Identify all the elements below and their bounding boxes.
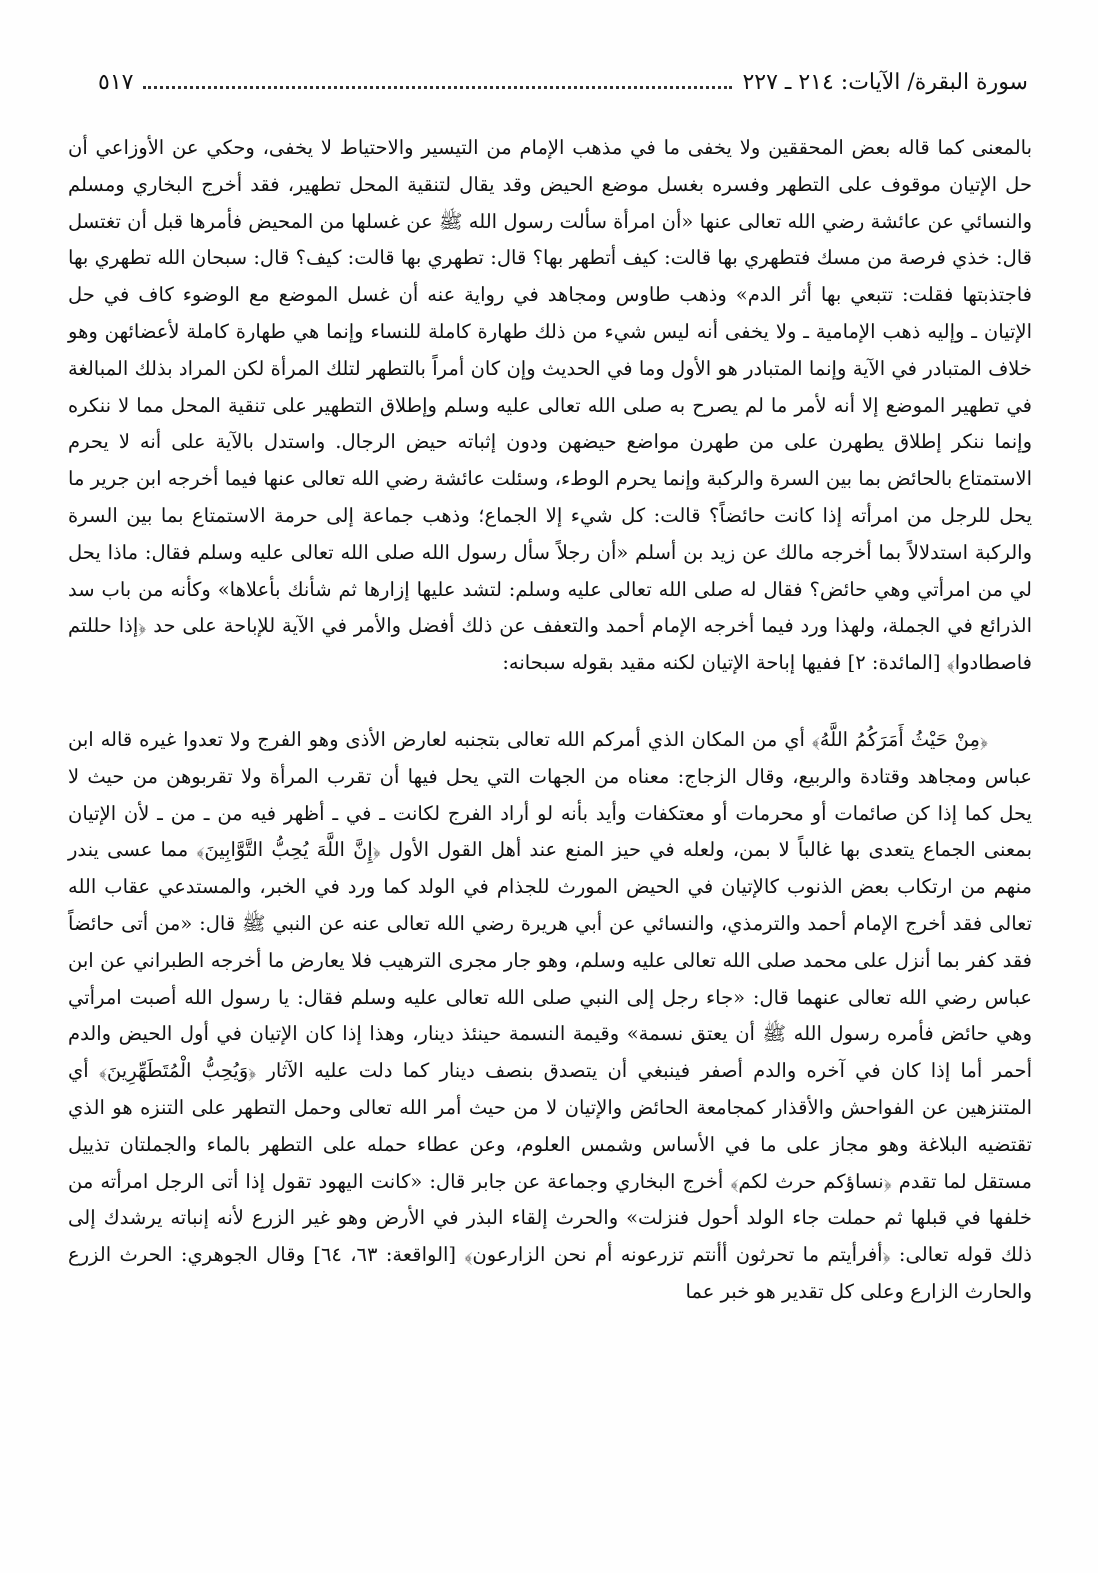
paragraph-1: بالمعنى كما قاله بعض المحققين ولا يخفى ما في مذهب الإمام من التيسير والاحتياط لا يخفى، وحكي عن الأوزاعي أن حل الإتيان موقوف على التطهر وفسره بغسل موضع الحيض وقد يقال لتنقية المحل تطهير، فقد أخرج البخاري ومسلم والنسائي عن عائشة رضي الله تعالى عنها «أن امرأة سألت رسول الله ﷺ عن غسلها من المحيض فأمرها قبل أن تغتسل قال: خذي فرصة من مسك فتطهري بها قالت: كيف أتطهر بها؟ قال: تطهري بها قالت: كيف؟ قال: سبحان الله تطهري بها فاجتذبتها فقلت: تتبعي بها أثر الدم» وذهب طاوس ومجاهد في رواية عنه أن غسل الموضع مع الوضوء كاف في حل الإتيان ـ وإليه ذهب الإمامية ـ ولا يخفى أنه ليس شيء من ذلك طهارة كاملة للنساء وإنما هي طهارة كاملة لأعضائهن وهو خلاف المتبادر في الآية وإنما المتبادر هو الأول وما في الحديث وإن كان أمراً بالتطهر لتلك المرأة لكن المراد بذلك المبالغة في تطهير الموضع إلا أنه لأمر ما لم يصرح به صلى الله تعالى عليه وسلم وإطلاق التطهير على تنقية المحل مما لا ننكره وإنما ننكر إطلاق يطهرن على من طهرن مواضع حيضهن ودون إثباته حيض الرجال. واستدل بالآية على أنه لا يحرم الاستمتاع بالحائض بما بين السرة والركبة وإنما يحرم الوطء، وسئلت عائشة رضي الله تعالى عنها فيما أخرجه ابن جرير ما يحل للرجل من امرأته إذا كانت حائضاً؟ قالت: كل شيء إلا الجماع؛ وذهب جماعة إلى حرمة الاستمتاع بما بين السرة والركبة استدلالاً بما أخرجه مالك عن زيد بن أسلم «أن رجلاً سأل رسول الله صلى الله تعالى عليه وسلم فقال: ماذا يحل لي من امرأتي وهي حائض؟ فقال له صلى الله تعالى عليه وسلم: لتشد عليها إزارها ثم شأنك بأعلاها» وكأنه من باب سد الذرائع في الجملة، ولهذا ورد فيما أخرجه الإمام أحمد والتعفف عن ذلك أفضل والأمر في الآية للإباحة على حد ﴿إذا حللتم فاصطادوا﴾ [المائدة: ٢] ففيها إباحة الإتيان لكنه مقيد بقوله سبحانه: (68, 136, 1032, 675)
leader-dots (143, 85, 732, 89)
running-header (68, 70, 1032, 96)
surah-verses-title: سورة البقرة/ الآيات: ٢١٤ ـ ٢٢٧ (742, 70, 1028, 95)
page-number: ٥١٧ (98, 70, 134, 95)
paragraph-2: ﴿مِنْ حَيْثُ أَمَرَكُمُ اللَّهُ﴾ أي من المكان الذي أمركم الله تعالى بتجنبه لعارض الأذى وهو الفرج ولا تعدوا غيره قاله ابن عباس ومجاهد وقتادة والربيع، وقال الزجاج: معناه من الجهات التي يحل فيها أن تقرب المرأة ولا تقربوهن من حيث لا يحل كما إذا كن صائمات أو محرمات أو معتكفات وأيد بأنه لو أراد الفرج لكانت ـ في ـ أظهر فيه من ـ من ـ لأن الإتيان بمعنى الجماع يتعدى بها غالباً لا بمن، ولعله في حيز المنع عند أهل القول الأول ﴿إِنَّ اللَّهَ يُحِبُّ التَّوَّابِينَ﴾ مما عسى يندر منهم من ارتكاب بعض الذنوب كالإتيان في الحيض المورث للجذام في الولد كما ورد في الخبر، والمستدعي عقاب الله تعالى فقد أخرج الإمام أحمد والترمذي، والنسائي عن أبي هريرة رضي الله تعالى عنه عن النبي ﷺ قال: «من أتى حائضاً فقد كفر بما أنزل على محمد صلى الله تعالى عليه وسلم، وهو جار مجرى الترهيب فلا يعارض ما أخرجه الطبراني عن ابن عباس رضي الله تعالى عنهما قال: «جاء رجل إلى النبي صلى الله تعالى عليه وسلم فقال: يا رسول الله أصبت امرأتي وهي حائض فأمره رسول الله ﷺ أن يعتق نسمة» وقيمة النسمة حينئذ دينار، وهذا إذا كان الإتيان في أول الحيض والدم أحمر أما إذا كان في آخره والدم أصفر فينبغي أن يتصدق بنصف دينار كما دلت عليه الآثار ﴿وَيُحِبُّ الْمُتَطَهِّرِينَ﴾ أي المتنزهين عن الفواحش والأقذار كمجامعة الحائض والإتيان لا من حيث أمر الله تعالى وحمل التطهر على التنزه هو الذي تقتضيه البلاغة وهو مجاز على ما في الأساس وشمس العلوم، وعن عطاء حمله على التطهر بالماء والجملتان تذييل مستقل لما تقدم ﴿نساؤكم حرث لكم﴾ أخرج البخاري وجماعة عن جابر قال: «كانت اليهود تقول إذا أتى الرجل امرأته من خلفها في قبلها ثم حملت جاء الولد أحول فنزلت» والحرث إلقاء البذر في الأرض وهو غير الزرع لأنه إنباته يرشدك إلى ذلك قوله تعالى: ﴿أفرأيتم ما تحرثون أأنتم تزرعونه أم نحن الزارعون﴾ [الواقعة: ٦٣، ٦٤] وقال الجوهري: الحرث الزرع والحارث الزارع وعلى كل تقدير هو خبر عما (68, 727, 1032, 1303)
